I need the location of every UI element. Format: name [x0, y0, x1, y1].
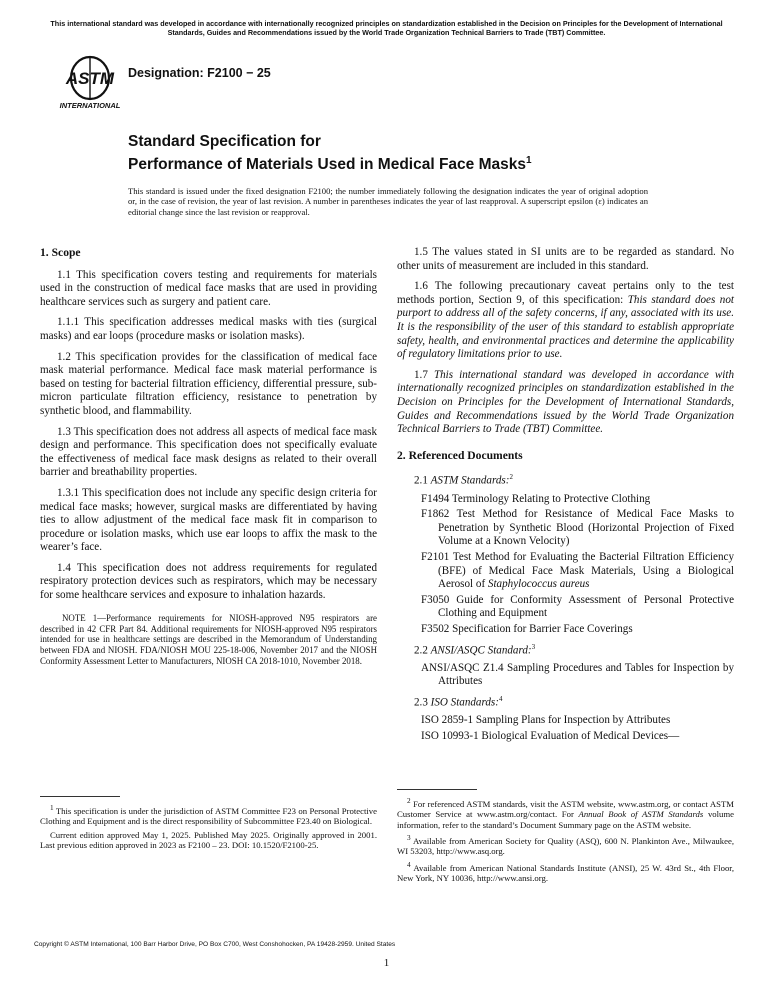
reference-f1862: F1862 Test Method for Resistance of Medical Face Masks to Penetration by Synthetic Blood (Horizontal Projection of Fixed Volume at a Known Velocity) [421, 508, 734, 548]
iso-standards-label: 2.3 ISO Standards:$^4$ [414, 695, 503, 709]
footnote-1-edition: Current edition approved May 1, 2025. Published May 2025. Originally approved in 2001. Last previous edition approved in 2023 as F2100 – 23. DOI: 10.1520/F2100-25. [40, 829, 377, 851]
section-heading-referenced-documents: 2. Referenced Documents [397, 448, 523, 462]
page-number: 1 [383, 957, 390, 969]
right-column [397, 246, 734, 745]
note-1: NOTE 1—Performance requirements for NIOSH-approved N95 respirators are described in 42 CFR Part 84. Additional requirements for NIOSH-approved N95 respirators intended for use in healthcare settings are described in the Memorandum of Understanding between FDA and NIOSH. FDA/NIOSH MOU 225-18-006, November 2017 and the NIOSH Conformity Assessment Letter to Manufacturers, NIOSH CA 2018-1010, November 2018. [40, 612, 377, 667]
footnotes-left [40, 796, 377, 854]
paragraph-1-7: 1.7 This international standard was developed in accordance with internationally recognized principles on standardization established in the Decision on Principles for the Development of International Standards, Guides and Recommendations issued by the World Trade Organization Technical Barriers to Trade (TBT) Committee. [397, 368, 735, 436]
title-footnote-mark: 1 [526, 155, 532, 166]
international-standard-notice: This international standard was developed in accordance with internationally recognized principles on standardization established in the Decision on Principles for the Development of International Standards, Guides and Recommendations issued by the World Trade Organization Technical Barriers to Trade (TBT) Committee. [50, 19, 723, 38]
section-heading-scope: 1. Scope [40, 246, 81, 259]
reference-f1494: F1494 Terminology Relating to Protective Clothing [421, 492, 651, 505]
reference-ansi-z1-4: ANSI/ASQC Z1.4 Sampling Procedures and Tables for Inspection by Attributes [421, 661, 734, 688]
safety-caveat: This standard does not purport to address all of the safety concerns, if any, associated with its use. It is the responsibility of the user of this standard to establish appropriate safety, health, and environmental practices and determine the applicability of regulatory limitations prior to use. [397, 293, 734, 361]
document-title [128, 132, 532, 174]
footnote-divider [40, 796, 120, 797]
footnote-2: $^2$ For referenced ASTM standards, visit the ASTM website, www.astm.org, or contact ASTM Customer Service at www.astm.org/contact. For Annual Book of ASTM Standards volume information, refer to the standard’s Document Summary page on the ASTM website. [397, 797, 735, 830]
paragraph-1-5: 1.5 The values stated in SI units are to be regarded as standard. No other units of measurement are included in this standard. [397, 246, 734, 272]
logo-subtext: INTERNATIONAL [59, 101, 121, 110]
paragraph-1-3: 1.3 This specification does not address all aspects of medical face mask design and performance. This specification does not specifically evaluate the effectiveness of medical face mask designs as related to their overall barrier and breathability properties. [40, 425, 377, 479]
reference-f3050: F3050 Guide for Conformity Assessment of Personal Protective Clothing and Equipment [421, 593, 734, 620]
reference-f2101: F2101 Test Method for Evaluating the Bacterial Filtration Efficiency (BFE) of Medical Face Mask Materials, Using a Biological Aerosol of Staphylococcus aureus [421, 550, 734, 591]
logo-text: ASTM [65, 69, 115, 88]
paragraph-1-1: 1.1 This specification covers testing and requirements for materials used in the construction of medical face masks that are used in providing healthcare services such as surgery and patient care. [40, 268, 377, 308]
preamble: This standard is issued under the fixed designation F2100; the number immediately following the designation indicates the year of original adoption or, in the case of revision, the year of last revision. A number in parentheses indicates the year of last reapproval. A superscript epsilon (ε) indicates an editorial change since the last revision or reapproval. [128, 186, 648, 217]
left-column [40, 246, 377, 667]
footnote-4: $^4$ Available from American National Standards Institute (ANSI), 25 W. 43rd St., 4th Floor, New York, NY 10036, http://www.ansi.org. [397, 860, 734, 884]
paragraph-1-3-1: 1.3.1 This specification does not include any specific design criteria for medical face masks; however, surgical masks are differentiated by having ties to allow adjustment of the medical face mask fit in comparison to procedure or isolation masks, which use ear loops to affix the mask to the wearer’s face. [40, 486, 377, 554]
footnote-divider [397, 789, 477, 790]
ansi-standard-label: 2.2 ANSI/ASQC Standard:$^3$ [414, 642, 536, 657]
astm-logo [58, 52, 122, 110]
footnote-1: $^1$ This specification is under the jurisdiction of ASTM Committee F23 on Personal Protective Clothing and Equipment and is the direct responsibility of Subcommittee F23.40 on Biological. [40, 804, 377, 827]
wto-statement: This international standard was developed in accordance with internationally recognized principles on standardization established in the Decision on Principles for the Development of International Standards, Guides and Recommendations issued by the World Trade Organization Technical Barriers to Trade (TBT) Committee. [397, 368, 735, 436]
astm-standards-label: 2.1 ASTM Standards:$^2$ [414, 473, 513, 487]
designation: Designation: F2100 − 25 [128, 66, 271, 80]
title-line-1: Standard Specification for [128, 133, 321, 150]
reference-iso-10993-1: ISO 10993-1 Biological Evaluation of Medical Devices— [421, 729, 680, 742]
paragraph-1-1-1: 1.1.1 This specification addresses medical masks with ties (surgical masks) and ear loops (procedure masks or isolation masks). [40, 316, 377, 342]
reference-iso-2859-1: ISO 2859-1 Sampling Plans for Inspection by Attributes [421, 714, 671, 727]
footnote-3: $^3$ Available from American Society for Quality (ASQ), 600 N. Plankinton Ave., Milwaukee, WI 53203, http://www.asq.org. [397, 834, 734, 857]
paragraph-1-6: 1.6 The following precautionary caveat pertains only to the test methods portion, Section 9, of this specification: This standard does not purport to address all of the safety concerns, if any, associated with its use. It is the responsibility of the user of this standard to establish appropriate safety, health, and environmental practices and determine the applicability of regulatory limitations prior to use. [397, 280, 734, 361]
paragraph-1-4: 1.4 This specification does not address requirements for regulated respiratory protection devices such as respirators, which may be necessary for some healthcare services and exposure to inhalation hazards. [40, 561, 377, 602]
paragraph-1-2: 1.2 This specification provides for the classification of medical face mask material performance. Medical face mask material performance is based on testing for bacterial filtration efficiency, differential pressure, sub-micron particulate filtration efficiency, resistance to penetration by synthetic blood, and flammability. [40, 350, 377, 417]
footnotes-right [397, 789, 734, 887]
copyright-line: Copyright © ASTM International, 100 Barr Harbor Drive, PO Box C700, West Conshohocken, PA 19428-2959. United States [34, 941, 396, 948]
reference-f3502: F3502 Specification for Barrier Face Coverings [421, 622, 633, 635]
title-line-2: Performance of Materials Used in Medical Face Masks$^1$ [128, 155, 532, 174]
